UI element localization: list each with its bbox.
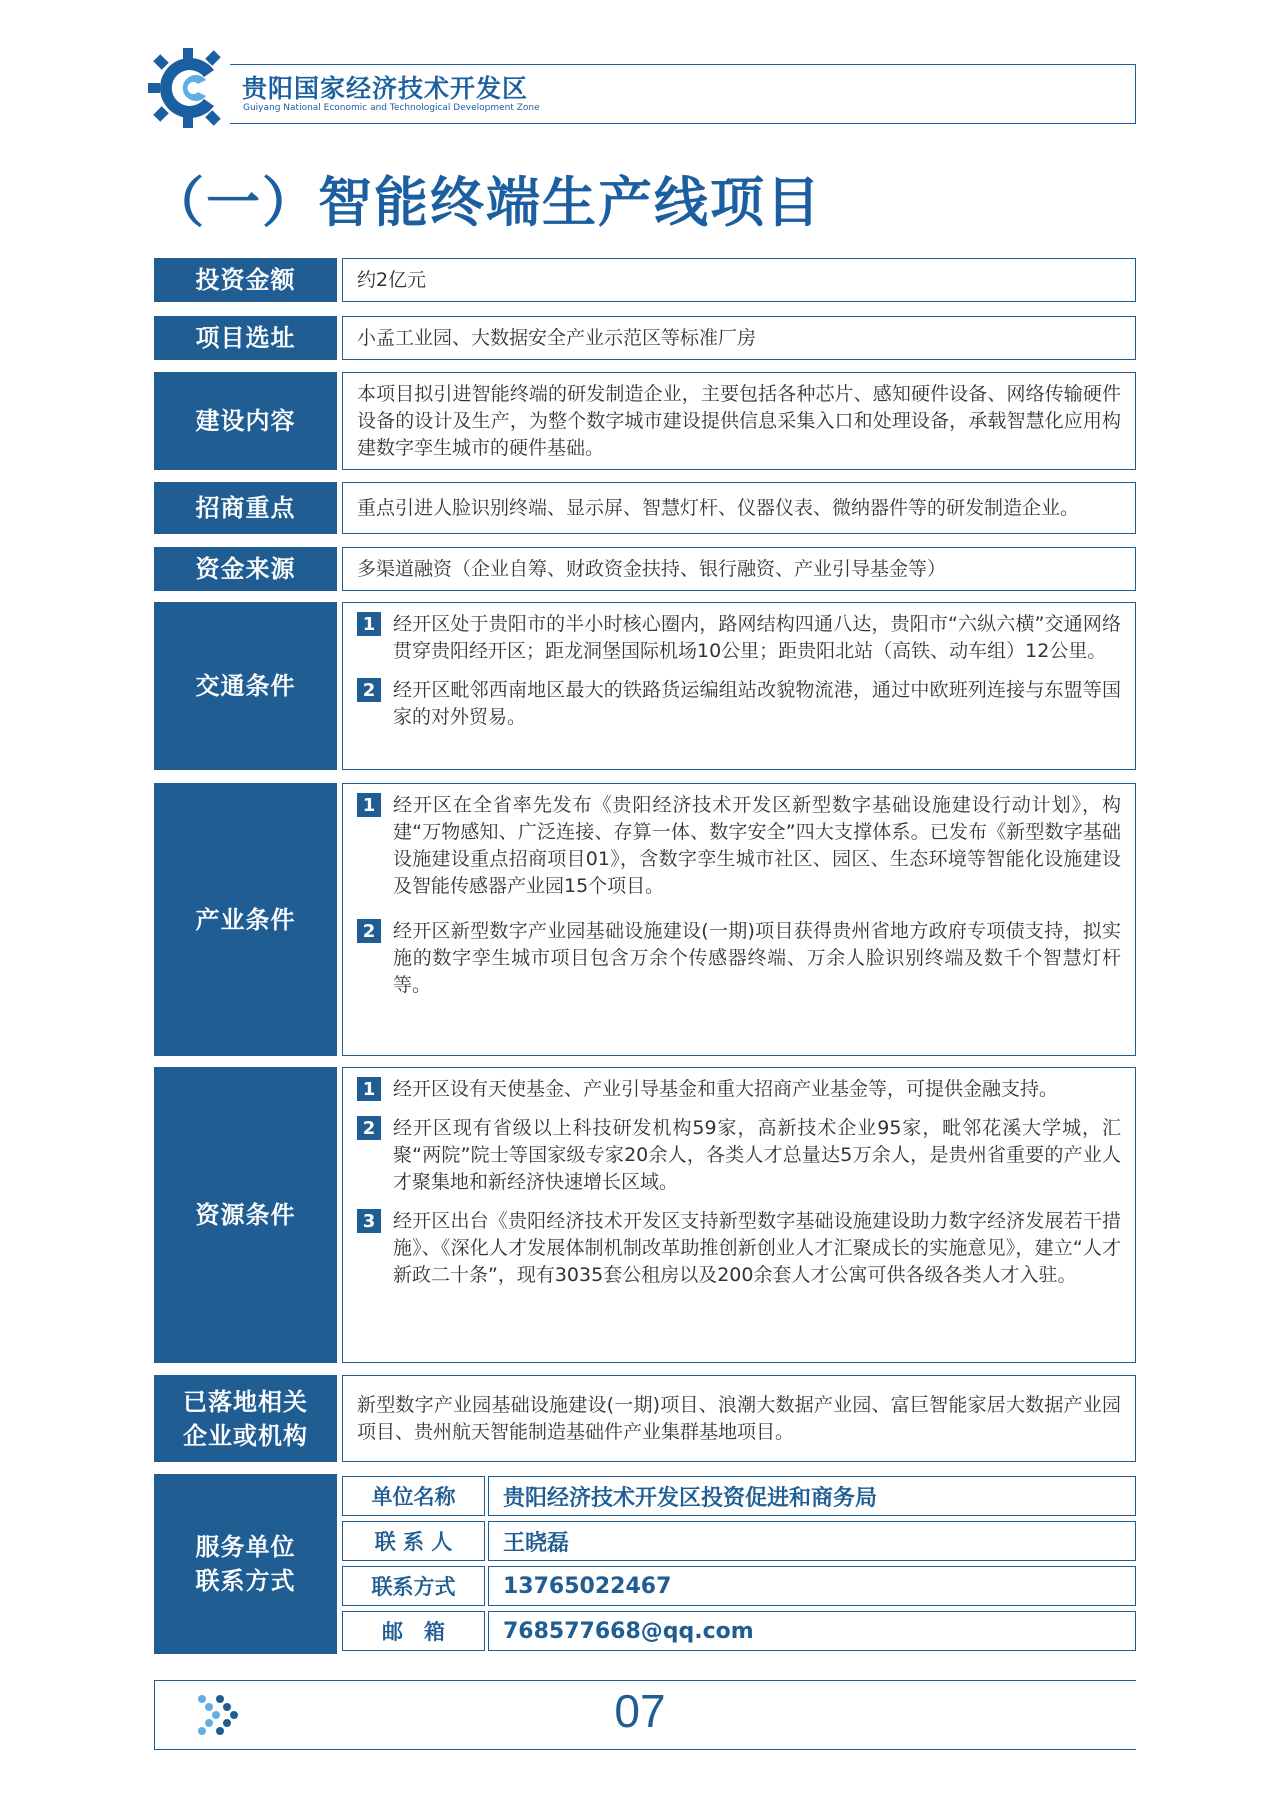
contact-row-phone (342, 1566, 1136, 1606)
location-value: 小孟工业园、大数据安全产业示范区等标准厂房 (357, 326, 757, 349)
row-funding (154, 547, 1136, 591)
row-content (342, 1067, 1136, 1363)
row-focus (154, 482, 1136, 534)
row-label: 资源条件 (154, 1067, 337, 1363)
row-label: 招商重点 (154, 482, 337, 534)
focus-value: 重点引进人脸识别终端、显示屏、智慧灯杆、仪器仪表、微纳器件等的研发制造企业。 (357, 496, 1080, 519)
row-content (342, 547, 1136, 591)
row-label-line: 已落地相关 (183, 1387, 308, 1416)
investment-value: 约2亿元 (357, 268, 427, 291)
row-construction (154, 372, 1136, 470)
contact-value: 王晓磊 (488, 1521, 1136, 1561)
row-content (342, 1375, 1136, 1462)
contact-row-email (342, 1611, 1136, 1651)
contact-row-unit (342, 1476, 1136, 1516)
row-label: 资金来源 (154, 547, 337, 591)
number-badge: 1 (357, 612, 381, 636)
list-item-text: 经开区出台《贵阳经济技术开发区支持新型数字基础设施建设助力数字经济发展若干措施》、《深化人才发展体制机制改革助推创新创业人才汇聚成长的实施意见》，建立“人才新政二十条”，现有3035套公租房以及200余套人才公寓可供各级各类人才入驻。 (393, 1210, 1121, 1286)
page-title: （一）智能终端生产线项目 (150, 171, 822, 234)
row-label: 项目选址 (154, 316, 337, 360)
number-badge: 2 (357, 919, 381, 943)
contact-key: 联 系 人 (342, 1521, 485, 1561)
list-item-text: 经开区设有天使基金、产业引导基金和重大招商产业基金等，可提供金融支持。 (393, 1078, 1059, 1100)
number-badge: 1 (357, 1077, 381, 1101)
contact-value: 768577668@qq.com (488, 1611, 1136, 1651)
list-item-text: 经开区处于贵阳市的半小时核心圈内，路网结构四通八达，贵阳市“六纵六横”交通网络贯穿贵阳经开区；距龙洞堡国际机场10公里；距贵阳北站（高铁、动车组）12公里。 (393, 613, 1121, 662)
row-label (154, 1375, 337, 1462)
row-traffic (154, 602, 1136, 770)
row-content (342, 316, 1136, 360)
contact-row-person (342, 1521, 1136, 1561)
double-chevron-right-icon (196, 1693, 246, 1737)
contact-key: 邮 箱 (342, 1611, 485, 1651)
row-content (342, 372, 1136, 470)
gear-c-logo-icon (148, 48, 228, 128)
row-location (154, 316, 1136, 360)
construction-value: 本项目拟引进智能终端的研发制造企业，主要包括各种芯片、感知硬件设备、网络传输硬件设备的设计及生产，为整个数字城市建设提供信息采集入口和处理设备，承载智慧化应用构建数字孪生城市的硬件基础。 (357, 382, 1121, 459)
list-item (357, 792, 1121, 900)
row-content (342, 602, 1136, 770)
row-content (342, 783, 1136, 1056)
org-name: 贵阳国家经济技术开发区 (242, 74, 529, 103)
number-badge: 2 (357, 1116, 381, 1140)
row-label: 产业条件 (154, 783, 337, 1056)
row-content (342, 482, 1136, 534)
list-item (357, 918, 1121, 999)
row-industry (154, 783, 1136, 1056)
page-number: 07 (614, 1685, 666, 1737)
contact-key: 联系方式 (342, 1566, 485, 1606)
row-label: 交通条件 (154, 602, 337, 770)
number-badge: 2 (357, 678, 381, 702)
row-landed (154, 1375, 1136, 1462)
number-badge: 3 (357, 1209, 381, 1233)
list-item (357, 1115, 1121, 1196)
row-label: 投资金额 (154, 258, 337, 302)
row-label-line: 服务单位 (195, 1533, 296, 1561)
row-investment (154, 258, 1136, 302)
row-content (342, 258, 1136, 302)
row-label-line: 联系方式 (195, 1567, 296, 1595)
row-label: 建设内容 (154, 372, 337, 470)
number-badge: 1 (357, 793, 381, 817)
list-item (357, 677, 1121, 731)
row-label (154, 1474, 337, 1654)
list-item-text: 经开区毗邻西南地区最大的铁路货运编组站改貌物流港，通过中欧班列连接与东盟等国家的对外贸易。 (393, 679, 1121, 728)
list-item (357, 1076, 1121, 1103)
row-contact (154, 1474, 1136, 1654)
org-name-en: Guiyang National Economic and Technological Development Zone (243, 103, 540, 113)
row-resources (154, 1067, 1136, 1363)
contact-value: 13765022467 (488, 1566, 1136, 1606)
list-item-text: 经开区新型数字产业园基础设施建设(一期)项目获得贵州省地方政府专项债支持，拟实施的数字孪生城市项目包含万余个传感器终端、万余人脸识别终端及数千个智慧灯杆等。 (393, 920, 1121, 996)
list-item-text: 经开区在全省率先发布《贵阳经济技术开发区新型数字基础设施建设行动计划》，构建“万物感知、广泛连接、存算一体、数字安全”四大支撑体系。已发布《新型数字基础设施建设重点招商项目01》，含数字孪生城市社区、园区、生态环境等智能化设施建设及智能传感器产业园15个项目。 (393, 794, 1121, 897)
landed-value: 新型数字产业园基础设施建设(一期)项目、浪潮大数据产业园、富巨智能家居大数据产业园项目、贵州航天智能制造基础件产业集群基地项目。 (357, 1393, 1121, 1443)
list-item-text: 经开区现有省级以上科技研发机构59家，高新技术企业95家，毗邻花溪大学城，汇聚“两院”院士等国家级专家20余人，各类人才总量达5万余人，是贵州省重要的产业人才聚集地和新经济快速增长区域。 (393, 1117, 1121, 1193)
funding-value: 多渠道融资（企业自筹、财政资金扶持、银行融资、产业引导基金等） (357, 557, 947, 580)
contact-key: 单位名称 (342, 1476, 485, 1516)
list-item (357, 1208, 1121, 1289)
row-label-line: 企业或机构 (183, 1421, 308, 1450)
list-item (357, 611, 1121, 665)
contact-value: 贵阳经济技术开发区投资促进和商务局 (488, 1476, 1136, 1516)
